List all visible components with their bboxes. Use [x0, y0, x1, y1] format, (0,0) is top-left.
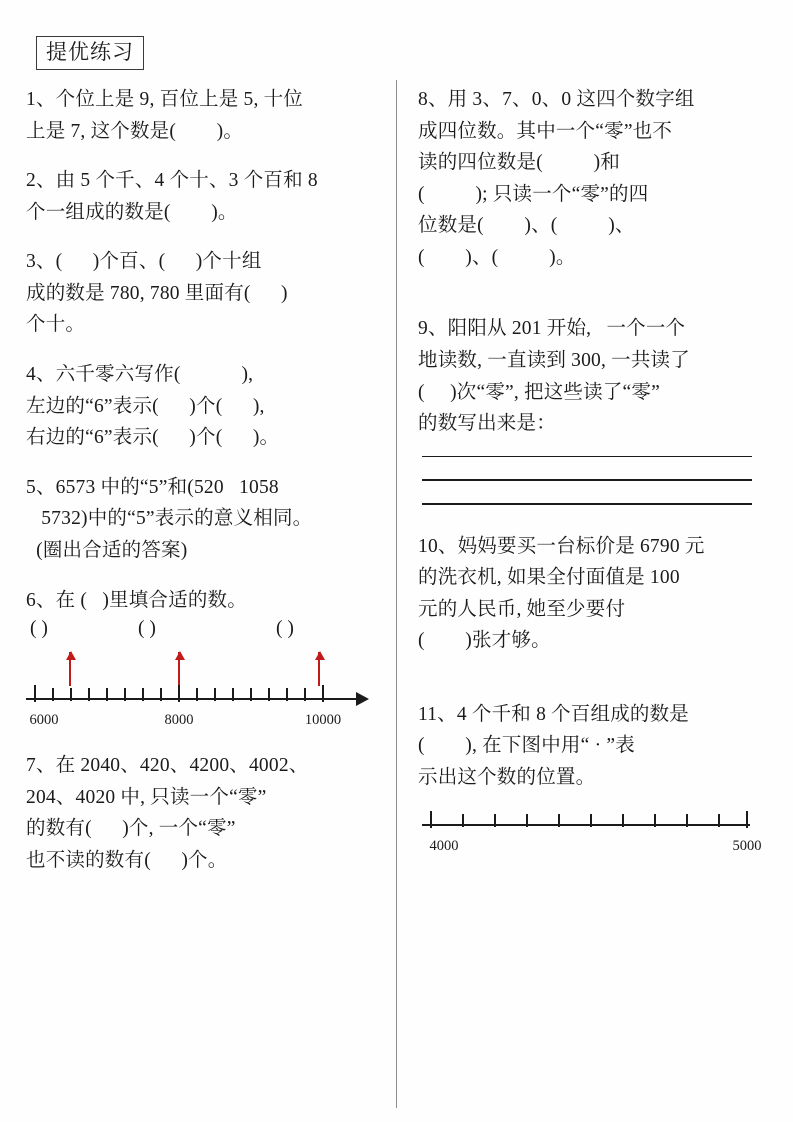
arrow-up-icon	[178, 652, 180, 686]
axis-tick	[268, 688, 270, 701]
question-9: 9、阳阳从 201 开始, 一个一个 地读数, 一直读到 300, 一共读了 ( )次“零”, 把这些读了“零” 的数写出来是：	[418, 318, 690, 435]
answer-brackets-row	[26, 618, 378, 648]
axis-label-start: 4000	[429, 837, 459, 854]
axis-labels	[422, 838, 769, 860]
page-title: 提优练习	[36, 36, 144, 70]
axis-line	[422, 824, 750, 826]
number-line-6000-10000	[26, 618, 378, 728]
answer-line[interactable]	[422, 503, 752, 505]
question-6: 6、在 ( )里填合适的数。	[26, 589, 247, 611]
axis-label-mid: 8000	[164, 712, 194, 729]
axis-tick	[494, 814, 496, 827]
axis-line	[26, 698, 356, 700]
question-8: 8、用 3、7、0、0 这四个数字组 成四位数。其中一个“零”也不 读的四位数是( )和 ( ); 只读一个“零”的四 位数是( )、( )、 ( )、( )。	[418, 89, 695, 268]
axis-label-end: 10000	[304, 712, 342, 729]
axis-tick	[196, 688, 198, 701]
axis-label-end: 5000	[732, 837, 762, 854]
axis-tick	[34, 685, 36, 702]
axis-tick	[304, 688, 306, 701]
axis-tick	[654, 814, 656, 827]
left-column	[0, 78, 396, 1108]
axis-tick	[622, 814, 624, 827]
axis	[26, 686, 378, 712]
axis-labels	[26, 712, 378, 734]
right-column	[396, 78, 793, 1108]
content-columns	[0, 78, 793, 1108]
axis-tick	[250, 688, 252, 701]
axis-label-start: 6000	[29, 712, 59, 729]
axis-tick	[178, 685, 180, 702]
axis-tick	[106, 688, 108, 701]
answer-line[interactable]	[422, 479, 752, 481]
axis-tick	[214, 688, 216, 701]
axis-tick	[286, 688, 288, 701]
axis-tick	[160, 688, 162, 701]
pointer-arrows	[26, 648, 378, 686]
answer-bracket-1[interactable]: ( )	[30, 618, 48, 640]
arrow-up-icon	[69, 652, 71, 686]
axis-tick	[746, 811, 748, 828]
question-7: 7、在 2040、420、4200、4002、 204、4020 中, 只读一个“零” 的数有( )个, 一个“零” 也不读的数有( )个。	[26, 755, 309, 871]
axis-tick	[232, 688, 234, 701]
axis	[422, 812, 769, 838]
answer-writing-lines[interactable]	[422, 456, 769, 505]
answer-line[interactable]	[422, 456, 752, 458]
axis-tick	[558, 814, 560, 827]
axis-tick	[718, 814, 720, 827]
axis-tick	[70, 688, 72, 701]
question-1: 1、个位上是 9, 百位上是 5, 十位 上是 7, 这个数是( )。	[26, 89, 304, 142]
axis-tick	[526, 814, 528, 827]
axis-tick	[462, 814, 464, 827]
question-11: 11、4 个千和 8 个百组成的数是 ( ), 在下图中用“ · ”表 示出这个数的位置。	[418, 703, 690, 789]
question-5: 5、6573 中的“5”和(520 1058 5732)中的“5”表示的意义相同。 (圈出合适的答案)	[26, 476, 313, 561]
question-10: 10、妈妈要买一台标价是 6790 元 的洗衣机, 如果全付面值是 100 元的人民币, 她至少要付 ( )张才够。	[418, 535, 705, 652]
axis-arrowhead-icon	[356, 692, 369, 706]
question-3: 3、( )个百、( )个十组 成的数是 780, 780 里面有( ) 个十。	[26, 251, 288, 336]
axis-tick	[322, 685, 324, 702]
axis-tick	[124, 688, 126, 701]
question-4: 4、六千零六写作( ), 左边的“6”表示( )个( ), 右边的“6”表示( )个( )。	[26, 364, 280, 449]
axis-tick	[590, 814, 592, 827]
axis-tick	[142, 688, 144, 701]
axis-tick	[52, 688, 54, 701]
axis-tick	[88, 688, 90, 701]
axis-tick	[430, 811, 432, 828]
arrow-up-icon	[318, 652, 320, 686]
question-2: 2、由 5 个千、4 个十、3 个百和 8 个一组成的数是( )。	[26, 170, 318, 223]
number-line-4000-5000	[422, 812, 769, 868]
axis-tick	[686, 814, 688, 827]
answer-bracket-2[interactable]: ( )	[138, 618, 156, 640]
answer-bracket-3[interactable]: ( )	[276, 618, 294, 640]
